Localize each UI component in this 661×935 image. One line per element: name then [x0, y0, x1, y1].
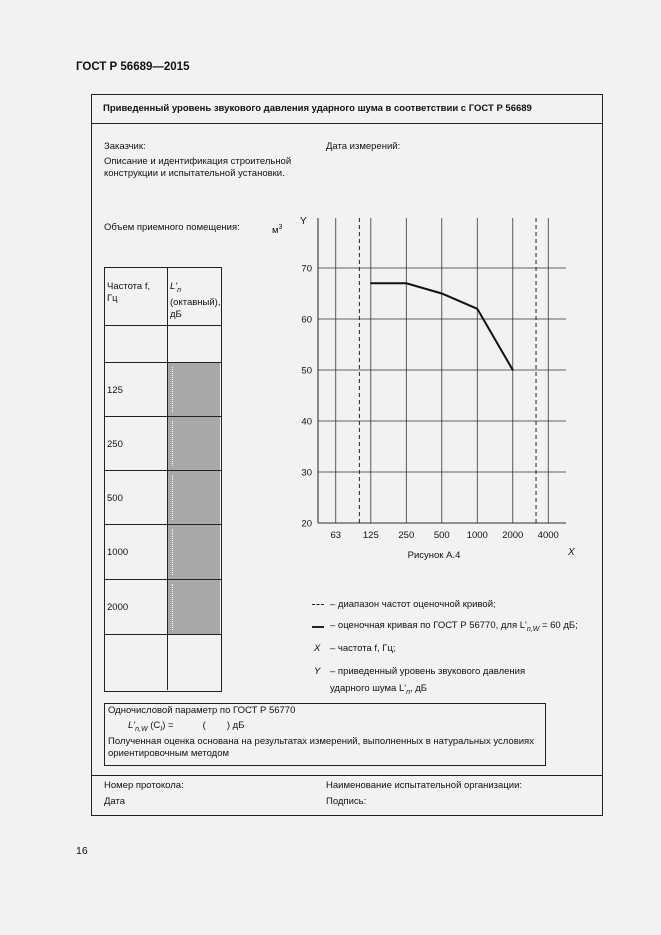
level-cell-125	[168, 363, 220, 416]
single-number-note-line-2: ориентировочным методом	[108, 748, 230, 759]
single-number-title: Одночисловой параметр по ГОСТ Р 56770	[108, 705, 296, 716]
level-cell-500	[168, 471, 220, 524]
table-header-frequency: Частота f, Гц	[107, 281, 151, 304]
level-cell-1000	[168, 525, 220, 579]
page-number: 16	[76, 845, 88, 857]
y-tick-label: 60	[301, 314, 312, 326]
legend-x-text: – частота f, Гц;	[330, 643, 396, 654]
description-line-2: конструкции и испытательной установки.	[104, 168, 285, 179]
table-row-frequency: 125	[107, 385, 123, 396]
reference-curve-point	[441, 293, 443, 295]
table-row-frequency: 250	[107, 439, 123, 450]
level-cell-2000	[168, 580, 220, 634]
x-tick-label: 250	[398, 530, 415, 541]
reference-curve-point	[476, 308, 478, 310]
figure-caption: Рисунок А.4	[407, 550, 461, 561]
table-row-frequency: 500	[107, 493, 123, 504]
standard-header: ГОСТ Р 56689—2015	[76, 61, 190, 73]
x-axis-label: X	[568, 547, 575, 558]
legend-dashed-text: – диапазон частот оценочной кривой;	[330, 599, 496, 610]
legend-x-symbol: X	[314, 643, 321, 654]
x-tick-label: 63	[330, 530, 342, 541]
room-volume-label: Объем приемного помещения:	[104, 222, 240, 233]
y-tick-label: 70	[301, 263, 312, 275]
y-tick-label: 40	[301, 416, 312, 428]
reference-curve-point	[512, 369, 514, 371]
y-tick-label: 50	[301, 365, 312, 377]
table-row-line	[104, 325, 221, 326]
x-tick-label: 500	[433, 530, 450, 541]
legend-dashed-line	[312, 604, 324, 605]
x-tick-label: 1000	[466, 530, 488, 541]
signature-label: Подпись:	[326, 796, 367, 807]
x-tick-label: 4000	[537, 530, 559, 541]
testing-organization-label: Наименование испытательной организации:	[326, 780, 523, 791]
reference-curve-point	[370, 283, 372, 285]
y-tick-label: 20	[301, 518, 312, 530]
legend-y-text-line-1: – приведенный уровень звукового давления	[330, 666, 526, 677]
reference-curve-chart	[290, 210, 590, 570]
legend-y-symbol: Y	[314, 666, 321, 677]
customer-label: Заказчик:	[104, 141, 146, 152]
room-volume-unit: $м^3$	[272, 224, 283, 237]
measurement-date-label: Дата измерений:	[326, 141, 401, 152]
legend-solid-line	[312, 626, 324, 628]
y-tick-label: 30	[301, 467, 312, 479]
legend-solid-text: – оценочная кривая по ГОСТ Р 56770, для $L'_{n,W} = 60$ дБ;	[330, 620, 578, 633]
table-row-frequency: 2000	[107, 602, 129, 613]
legend-y-text-line-2: ударного шума $L'_n$, дБ	[330, 683, 428, 696]
level-cell-250	[168, 417, 220, 470]
reference-curve-point	[406, 283, 408, 285]
date-label: Дата	[104, 796, 126, 807]
description-line-1: Описание и идентификация строительной	[104, 156, 292, 167]
x-tick-label: 2000	[502, 530, 524, 541]
protocol-number-label: Номер протокола:	[104, 780, 184, 791]
table-row-frequency: 1000	[107, 547, 129, 558]
table-header-level: $L'_n$ (октавный), дБ	[170, 281, 221, 320]
table-row-line	[104, 634, 221, 635]
footer-divider	[91, 775, 602, 776]
y-axis-label: Y	[300, 216, 307, 227]
single-number-note-line-1: Полученная оценка основана на результатах измерений, выполненных в натуральных условиях	[108, 736, 534, 747]
single-number-formula: $L'_{n,W}$ $(C_I)$ = ( ) дБ	[128, 720, 245, 733]
form-title: Приведенный уровень звукового давления ударного шума в соответствии с ГОСТ Р 56689	[103, 103, 532, 114]
title-divider	[91, 123, 602, 124]
x-tick-label: 125	[362, 530, 379, 541]
